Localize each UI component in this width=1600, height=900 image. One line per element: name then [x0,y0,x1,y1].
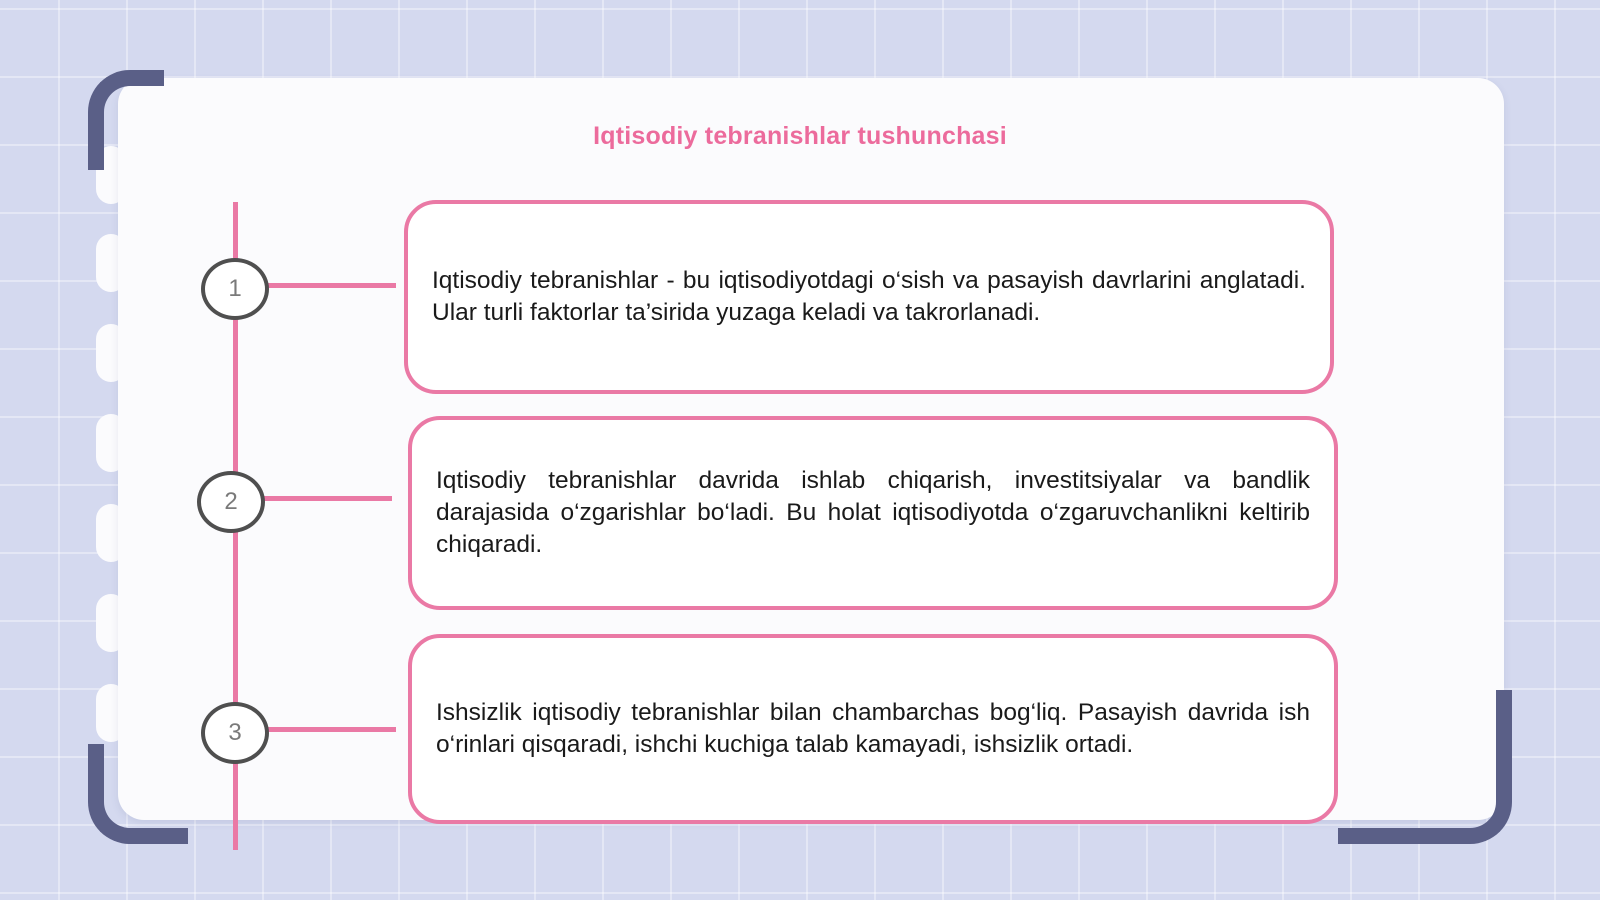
corner-bracket-bottom-right [1338,690,1512,844]
corner-bracket-bottom-left [88,744,188,844]
step-number-3: 3 [201,702,269,764]
step-number-1: 1 [201,258,269,320]
timeline-connector-3 [266,727,396,732]
step-number-2: 2 [197,471,265,533]
timeline-item-text: Ishsizlik iqtisodiy tebranishlar bilan chambarchas bog‘liq. Pasayish davrida ish o‘rinlari qisqaradi, ishchi kuchiga talab kamayadi, ishsizlik ortadi. [436,699,1310,758]
timeline-item-2 [408,416,1338,610]
corner-bracket-top-left [88,70,164,170]
timeline-item-3 [408,634,1338,824]
timeline-connector-2 [262,496,392,501]
timeline-item-1 [404,200,1334,394]
slide-title: Iqtisodiy tebranishlar tushunchasi [593,122,1007,150]
timeline-connector-1 [266,283,396,288]
timeline-item-text: Iqtisodiy tebranishlar - bu iqtisodiyotdagi o‘sish va pasayish davrlarini anglatadi. Ular turli faktorlar ta’sirida yuzaga keladi va takrorlanadi. [432,267,1306,326]
timeline-item-text: Iqtisodiy tebranishlar davrida ishlab chiqarish, investitsiyalar va bandlik darajasida o‘zgarishlar bo‘ladi. Bu holat iqtisodiyotda o‘zgaruvchanlikni keltirib chiqaradi. [436,467,1310,558]
